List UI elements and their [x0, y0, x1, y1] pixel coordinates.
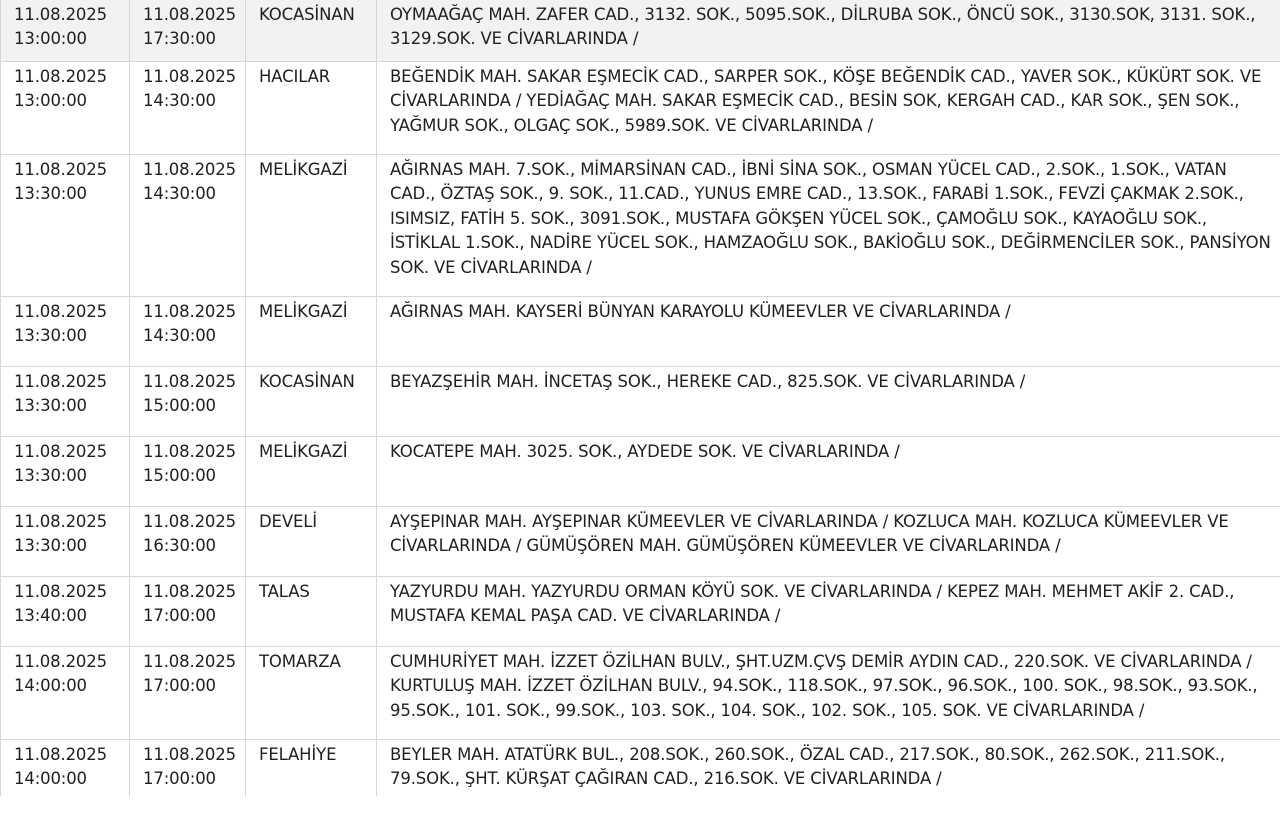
start-date: 11.08.2025	[14, 652, 107, 671]
district-cell: TOMARZA	[246, 647, 377, 740]
start-datetime-cell	[1, 740, 130, 797]
end-date: 11.08.2025	[143, 5, 236, 24]
table-row	[1, 0, 1280, 62]
start-date: 11.08.2025	[14, 302, 107, 321]
end-datetime-cell	[130, 62, 246, 155]
start-datetime-cell	[1, 155, 130, 297]
end-datetime-cell	[130, 507, 246, 577]
end-time: 15:00:00	[143, 396, 216, 416]
start-datetime-cell	[1, 647, 130, 740]
end-datetime-cell	[130, 0, 246, 62]
table-row	[1, 647, 1280, 740]
start-time: 13:40:00	[14, 606, 87, 626]
start-time: 13:00:00	[14, 29, 87, 49]
end-time: 14:30:00	[143, 184, 216, 204]
start-date: 11.08.2025	[14, 442, 107, 461]
start-datetime-cell	[1, 577, 130, 647]
end-date: 11.08.2025	[143, 512, 236, 531]
end-date: 11.08.2025	[143, 745, 236, 764]
start-datetime-cell	[1, 507, 130, 577]
start-time: 13:00:00	[14, 91, 87, 111]
start-datetime-cell	[1, 62, 130, 155]
end-date: 11.08.2025	[143, 652, 236, 671]
end-date: 11.08.2025	[143, 372, 236, 391]
start-datetime-cell	[1, 297, 130, 367]
address-cell: CUMHURİYET MAH. İZZET ÖZİLHAN BULV., ŞHT.UZM.ÇVŞ DEMİR AYDIN CAD., 220.SOK. VE CİVARLARINDA / KURTULUŞ MAH. İZZET ÖZİLHAN BULV., 94.SOK., 118.SOK., 97.SOK., 96.SOK., 100. SOK., 98.SOK., 93.SOK., 95.SOK., 101. SOK., 99.SOK., 103. SOK., 104. SOK., 102. SOK., 105. SOK. VE CİVARLARINDA /	[377, 647, 1280, 740]
start-date: 11.08.2025	[14, 582, 107, 601]
end-time: 14:30:00	[143, 326, 216, 346]
district-cell: TALAS	[246, 577, 377, 647]
end-time: 16:30:00	[143, 536, 216, 556]
start-time: 13:30:00	[14, 326, 87, 346]
table-row	[1, 367, 1280, 437]
address-cell: BEĞENDİK MAH. SAKAR EŞMECİK CAD., SARPER SOK., KÖŞE BEĞENDİK CAD., YAVER SOK., KÜKÜRT SOK. VE CİVARLARINDA / YEDİAĞAÇ MAH. SAKAR EŞMECİK CAD., BESİN SOK, KERGAH CAD., KAR SOK., ŞEN SOK., YAĞMUR SOK., OLGAÇ SOK., 5989.SOK. VE CİVARLARINDA /	[377, 62, 1280, 155]
address-cell: AĞIRNAS MAH. 7.SOK., MİMARSİNAN CAD., İBNİ SİNA SOK., OSMAN YÜCEL CAD., 2.SOK., 1.SOK., VATAN CAD., ÖZTAŞ SOK., 9. SOK., 11.CAD., YUNUS EMRE CAD., 13.SOK., FARABİ 1.SOK., FEVZİ ÇAKMAK 2.SOK., ISIMSIZ, FATİH 5. SOK., 3091.SOK., MUSTAFA GÖKŞEN YÜCEL SOK., ÇAMOĞLU SOK., KAYAOĞLU SOK., İSTİKLAL 1.SOK., NADİRE YÜCEL SOK., HAMZAOĞLU SOK., BAKİOĞLU SOK., DEĞİRMENCİLER SOK., PANSİYON SOK. VE CİVARLARINDA /	[377, 155, 1280, 297]
start-date: 11.08.2025	[14, 745, 107, 764]
district-cell: KOCASİNAN	[246, 0, 377, 62]
table-row	[1, 155, 1280, 297]
end-time: 17:00:00	[143, 676, 216, 696]
district-cell: HACILAR	[246, 62, 377, 155]
table-row	[1, 577, 1280, 647]
end-date: 11.08.2025	[143, 67, 236, 86]
start-time: 13:30:00	[14, 466, 87, 486]
district-cell: MELİKGAZİ	[246, 155, 377, 297]
address-cell: BEYAZŞEHİR MAH. İNCETAŞ SOK., HEREKE CAD., 825.SOK. VE CİVARLARINDA /	[377, 367, 1280, 437]
start-time: 13:30:00	[14, 536, 87, 556]
end-time: 14:30:00	[143, 91, 216, 111]
end-date: 11.08.2025	[143, 442, 236, 461]
start-date: 11.08.2025	[14, 160, 107, 179]
address-cell: AYŞEPINAR MAH. AYŞEPINAR KÜMEEVLER VE CİVARLARINDA / KOZLUCA MAH. KOZLUCA KÜMEEVLER VE CİVARLARINDA / GÜMÜŞÖREN MAH. GÜMÜŞÖREN KÜMEEVLER VE CİVARLARINDA /	[377, 507, 1280, 577]
address-cell: YAZYURDU MAH. YAZYURDU ORMAN KÖYÜ SOK. VE CİVARLARINDA / KEPEZ MAH. MEHMET AKİF 2. CAD., MUSTAFA KEMAL PAŞA CAD. VE CİVARLARINDA /	[377, 577, 1280, 647]
end-datetime-cell	[130, 297, 246, 367]
table-row	[1, 62, 1280, 155]
start-time: 13:30:00	[14, 184, 87, 204]
start-datetime-cell	[1, 0, 130, 62]
end-time: 17:00:00	[143, 606, 216, 626]
start-date: 11.08.2025	[14, 372, 107, 391]
end-datetime-cell	[130, 367, 246, 437]
start-datetime-cell	[1, 437, 130, 507]
address-cell: BEYLER MAH. ATATÜRK BUL., 208.SOK., 260.SOK., ÖZAL CAD., 217.SOK., 80.SOK., 262.SOK., 211.SOK., 79.SOK., ŞHT. KÜRŞAT ÇAĞIRAN CAD., 216.SOK. VE CİVARLARINDA /	[377, 740, 1280, 797]
start-date: 11.08.2025	[14, 512, 107, 531]
address-cell: AĞIRNAS MAH. KAYSERİ BÜNYAN KARAYOLU KÜMEEVLER VE CİVARLARINDA /	[377, 297, 1280, 367]
start-date: 11.08.2025	[14, 5, 107, 24]
end-time: 15:00:00	[143, 466, 216, 486]
start-time: 14:00:00	[14, 769, 87, 789]
district-cell: DEVELİ	[246, 507, 377, 577]
address-cell: OYMAAĞAÇ MAH. ZAFER CAD., 3132. SOK., 5095.SOK., DİLRUBA SOK., ÖNCÜ SOK., 3130.SOK, 3131. SOK., 3129.SOK. VE CİVARLARINDA /	[377, 0, 1280, 62]
end-date: 11.08.2025	[143, 302, 236, 321]
address-cell: KOCATEPE MAH. 3025. SOK., AYDEDE SOK. VE CİVARLARINDA /	[377, 437, 1280, 507]
district-cell: KOCASİNAN	[246, 367, 377, 437]
end-date: 11.08.2025	[143, 582, 236, 601]
end-datetime-cell	[130, 647, 246, 740]
table-row	[1, 507, 1280, 577]
start-time: 14:00:00	[14, 676, 87, 696]
start-date: 11.08.2025	[14, 67, 107, 86]
district-cell: MELİKGAZİ	[246, 297, 377, 367]
end-datetime-cell	[130, 155, 246, 297]
end-datetime-cell	[130, 437, 246, 507]
end-datetime-cell	[130, 577, 246, 647]
start-datetime-cell	[1, 367, 130, 437]
end-date: 11.08.2025	[143, 160, 236, 179]
district-cell: FELAHİYE	[246, 740, 377, 797]
table-row	[1, 297, 1280, 367]
end-datetime-cell	[130, 740, 246, 797]
end-time: 17:30:00	[143, 29, 216, 49]
table-row	[1, 437, 1280, 507]
outage-table-body	[1, 0, 1280, 796]
district-cell: MELİKGAZİ	[246, 437, 377, 507]
table-row	[1, 740, 1280, 797]
end-time: 17:00:00	[143, 769, 216, 789]
start-time: 13:30:00	[14, 396, 87, 416]
